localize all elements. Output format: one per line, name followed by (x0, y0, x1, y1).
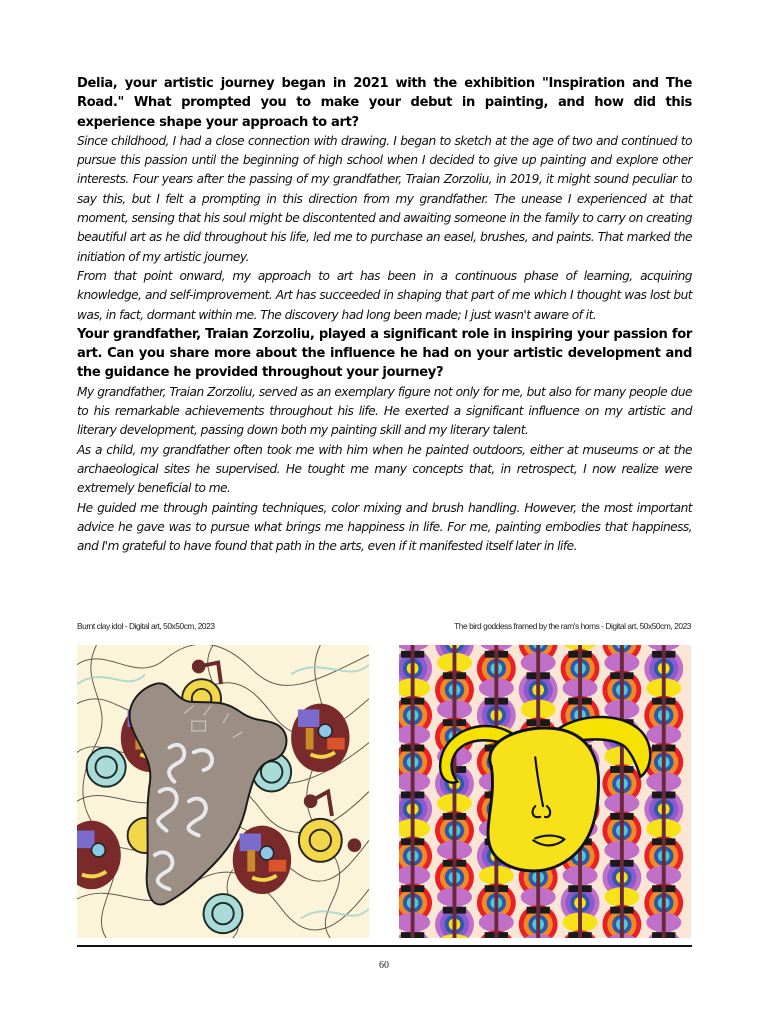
artwork-caption-bird-goddess: The bird goddess framed by the ram's horns - Digital art, 50x50cm, 2023 (454, 621, 691, 631)
interview-question-1: Delia, your artistic journey began in 2021 with the exhibition "Inspiration and The Road." What prompted you to make your debut in painting, and how did this experience shape your approach to art? (77, 76, 692, 130)
interview-answer-1-para-1: Since childhood, I had a close connection with drawing. I began to sketch at the age of two and continued to pursue this passion until the beginning of high school when I decided to give up painting and explore other interests. Four years after the passing of my grandfather, Traian Zorzoliu, in 2019, it might sound peculiar to say this, but I felt a prompting in this direction from my grandfather. The unease I experienced at that moment, sensing that his soul might be discontented and awaiting someone in the family to carry on creating beautiful art as he did throughout his life, led me to purchase an easel, brushes, and paints. That marked the initiation of my artistic journey. (77, 133, 692, 264)
artwork-image-bird-goddess (399, 645, 691, 938)
interview-answer-2-para-2: As a child, my grandfather often took me with him when he painted outdoors, either at museums or at the archaeological sites he supervised. He tought me many concepts that, in retrospect, I now realize were extremely beneficial to me. (77, 442, 692, 496)
interview-question-2: Your grandfather, Traian Zorzoliu, played a significant role in inspiring your passion for art. Can you share more about the influence he had on your artistic development and the guidance he provided throughout your journey? (77, 326, 692, 381)
footer-divider (77, 945, 692, 947)
interview-answer-2-para-1: My grandfather, Traian Zorzoliu, served as an exemplary figure not only for me, but also for many people due to his remarkable achievements throughout his life. He exerted a significant influence on my artistic and literary development, passing down both my painting skill and my literary talent. (77, 384, 692, 438)
interview-answer-2-para-3: He guided me through painting techniques, color mixing and brush handling. However, the most important advice he gave was to pursue what brings me happiness in life. For me, painting embodies that happiness, and I'm grateful to have found that path in the arts, even if it manifested itself later in life. (77, 500, 692, 554)
interview-text (77, 74, 692, 556)
artwork-image-burnt-clay-idol (77, 645, 369, 938)
interview-answer-1-para-2: From that point onward, my approach to art has been in a continuous phase of learning, acquiring knowledge, and self-improvement. Art has succeeded in shaping that part of me which I thought was lost but was, in fact, dormant within me. The discovery had long been made; I just wasn't aware of it. (77, 268, 692, 322)
artwork-caption-burnt-clay-idol: Burnt clay idol - Digital art, 50x50cm, 2023 (77, 621, 215, 631)
page-number: 60 (379, 960, 389, 971)
